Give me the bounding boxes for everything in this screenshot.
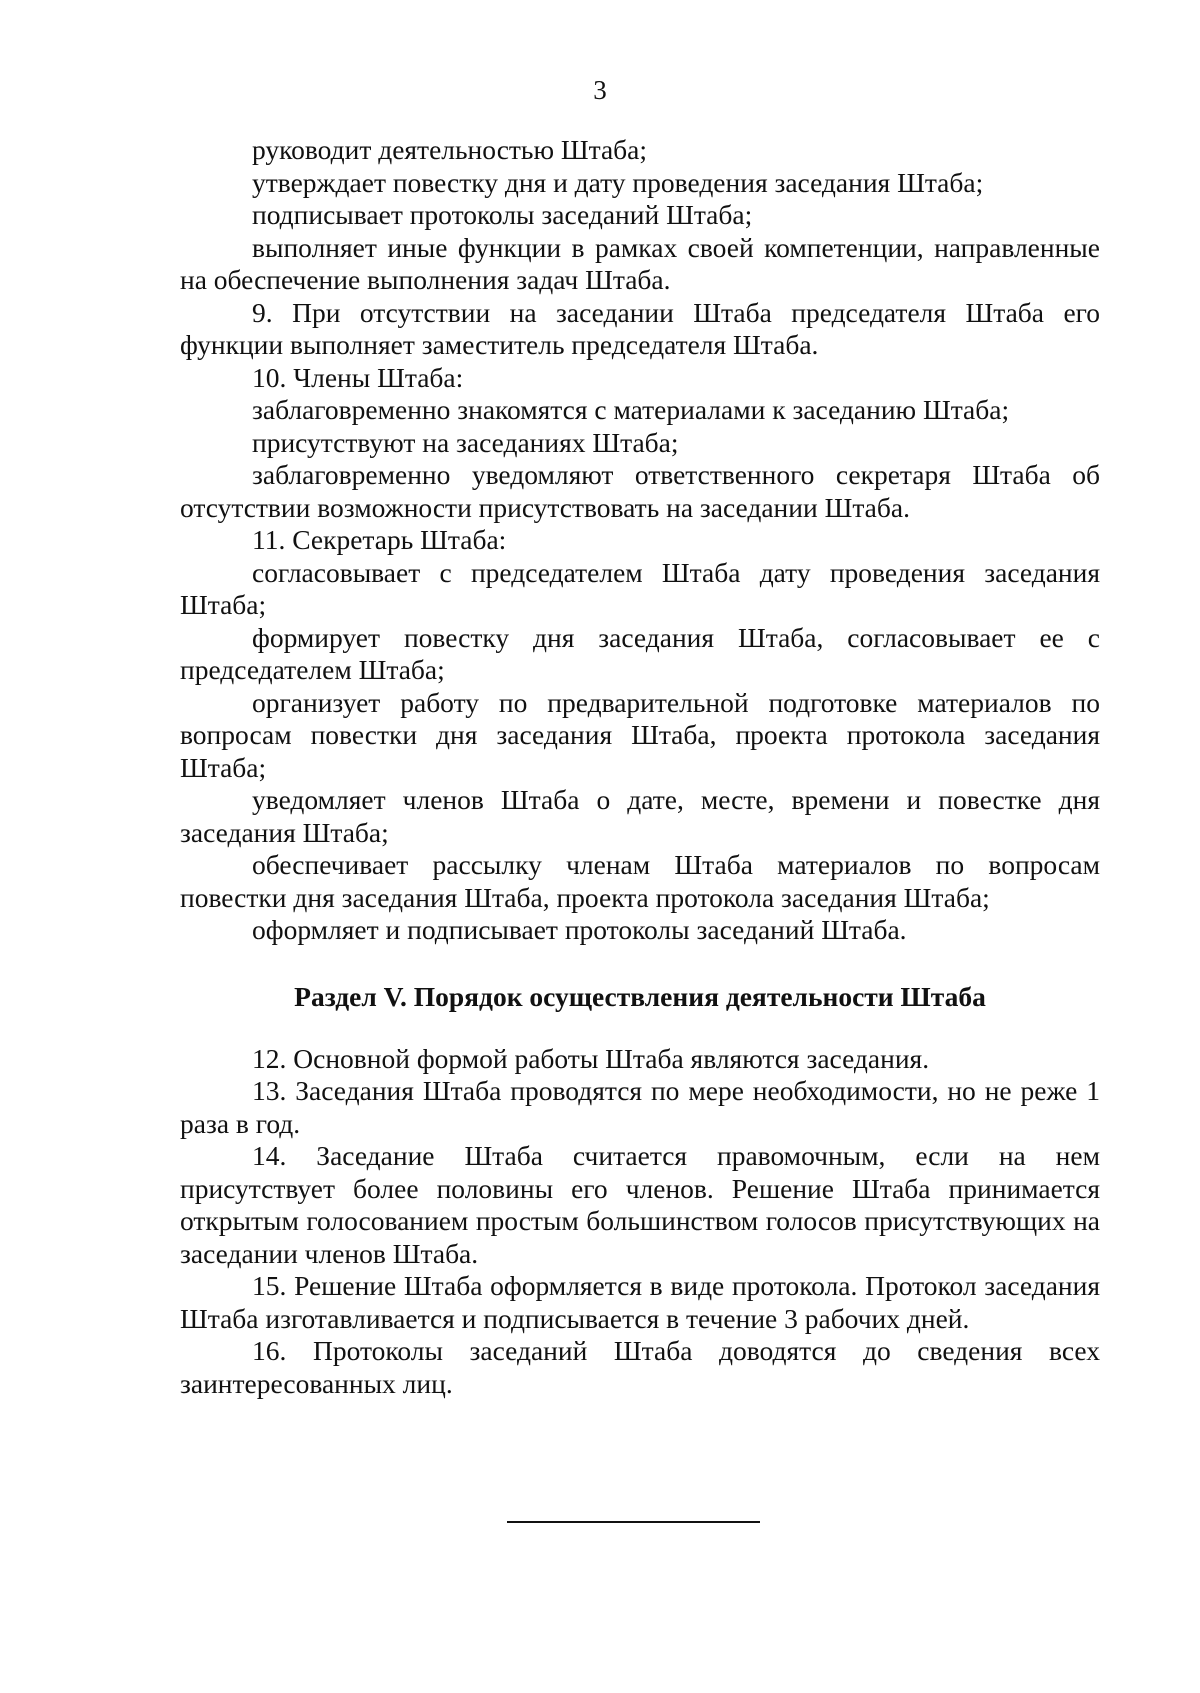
paragraph: подписывает протоколы заседаний Штаба; (252, 199, 753, 230)
paragraph: заблаговременно уведомляют ответственного секретаря Штаба об отсутствии возможности присутствовать на заседании Штаба. (180, 459, 1100, 523)
paragraph: 16. Протоколы заседаний Штаба доводятся до сведения всех заинтересованных лиц. (180, 1335, 1100, 1399)
paragraph: 9. При отсутствии на заседании Штаба председателя Штаба его функции выполняет заместитель председателя Штаба. (180, 296, 1100, 360)
paragraph: формирует повестку дня заседания Штаба, согласовывает ее с председателем Штаба; (180, 621, 1100, 685)
paragraph: заблаговременно знакомятся с материалами к заседанию Штаба; (252, 394, 1010, 425)
paragraph: 15. Решение Штаба оформляется в виде протокола. Протокол заседания Штаба изготавливается и подписывается в течение 3 рабочих дней. (180, 1270, 1100, 1334)
paragraph: 14. Заседание Штаба считается правомочным, если на нем присутствует более половины его членов. Решение Штаба принимается открытым голосованием простым большинством голосов присутствующих на заседании членов Штаба. (180, 1140, 1100, 1269)
paragraph: уведомляет членов Штаба о дате, месте, времени и повестке дня заседания Штаба; (180, 784, 1100, 848)
paragraph: организует работу по предварительной подготовке материалов по вопросам повестки дня заседания Штаба, проекта протокола заседания Штаба; (180, 686, 1100, 783)
document-body (180, 134, 1100, 1400)
paragraph: выполняет иные функции в рамках своей компетенции, направленные на обеспечение выполнения задач Штаба. (180, 231, 1100, 295)
paragraph: 11. Секретарь Штаба: (252, 524, 507, 555)
paragraph: 12. Основной формой работы Штаба являются заседания. (252, 1042, 930, 1074)
paragraph: согласовывает с председателем Штаба дату проведения заседания Штаба; (180, 556, 1100, 620)
paragraph: оформляет и подписывает протоколы заседаний Штаба. (252, 914, 907, 945)
paragraph: 13. Заседания Штаба проводятся по мере необходимости, но не реже 1 раза в год. (180, 1075, 1100, 1139)
paragraph: обеспечивает рассылку членам Штаба материалов по вопросам повестки дня заседания Штаба, проекта протокола заседания Штаба; (180, 849, 1100, 913)
page-number: 3 (593, 75, 607, 105)
paragraph: 10. Члены Штаба: (252, 361, 464, 393)
paragraph: присутствуют на заседаниях Штаба; (252, 426, 679, 458)
paragraph: утверждает повестку дня и дату проведения заседания Штаба; (252, 166, 984, 198)
end-divider-line (507, 1521, 760, 1523)
section-heading: Раздел V. Порядок осуществления деятельности Штаба (294, 980, 986, 1012)
paragraph: руководит деятельностью Штаба; (252, 134, 648, 165)
